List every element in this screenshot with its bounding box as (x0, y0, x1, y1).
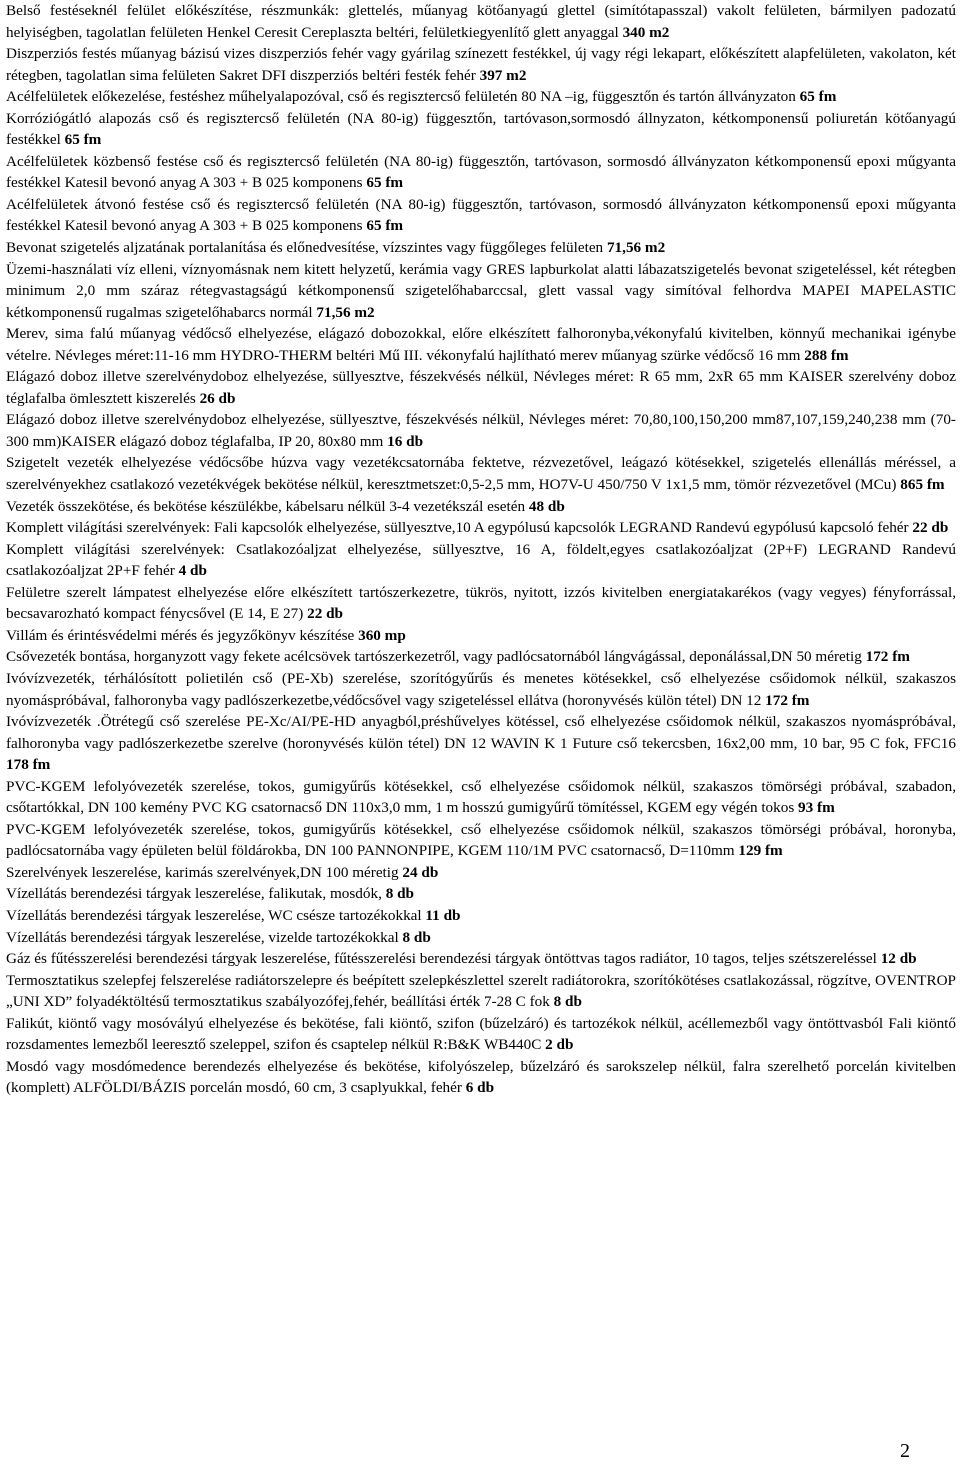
work-item-description: Felületre szerelt lámpatest elhelyezése előre elkészített tartószerkezetre, tükrös, nyitott, izzós kivitelben energiatakarékos (vagy vegyes) fényforrással, becsavarozható kompact fénycsővel (E 14, E 27) (6, 583, 956, 623)
work-item-description: Acélfelületek előkezelése, festéshez műhelyalapozóval, cső és regisztercső felületén 80 NA –ig, függesztőn és tartón állványzaton (6, 88, 796, 106)
work-item-quantity: 172 fm (865, 648, 910, 666)
work-item-description: Korróziógátló alapozás cső és regisztercső felületén (NA 80-ig) függesztőn, tartóvason,sormosdó állnyzaton, kétkomponensű poliuretán kötőanyagú festékkel (6, 109, 956, 149)
work-item (6, 517, 956, 539)
work-item (6, 582, 956, 625)
work-item-quantity: 93 fm (798, 799, 835, 817)
work-item-description: Elágazó doboz illetve szerelvénydoboz elhelyezése, süllyesztve, fészekvésés nélkül, Névleges méret: R 65 mm, 2xR 65 mm KAISER szerelvény doboz téglafalba ömlesztett kiszerelés (6, 368, 956, 407)
work-item-description: Villám és érintésvédelmi mérés és jegyzőkönyv készítése (6, 626, 355, 644)
work-item-description: Belső festéseknél felület előkészítése, részmunkák: glettelés, műanyag kötőanyagú glettel (simítótapasszal) vakolt felületen, bármilyen padozatú helyiségben, tagolatlan felületen Henkel Ceresit Cereplaszta beltéri, felületkiegyenlítő glett anyaggal (6, 2, 956, 41)
work-item-quantity: 172 fm (765, 691, 810, 709)
work-item-description: Termosztatikus szelepfej felszerelése radiátorszelepre és beépített szelepkészlettel szerelt radiátorokra, szorítókötéses csatlakozással, rögzítve, OVENTROP „UNI XD” folyadéktöltésű termosztatikus szabályozófej,fehér, beállítási érték 7-28 C fok (6, 971, 956, 1011)
work-item (6, 409, 956, 452)
work-item-quantity: 24 db (402, 863, 439, 881)
work-item (6, 1013, 956, 1056)
work-item-description: Üzemi-használati víz elleni, víznyomásnak nem kitett helyzetű, kerámia vagy GRES lapburkolat alatti lábazatszigetelés bevonat szigeteléssel, két rétegben minimum 2,0 mm száraz rétegvastagságú kétkomponensű szigetelőhabarccsal, glett vassal vagy simítóval felhordva MAPEI MAPELASTIC kétkomponensű rugalmas szigetelőhabarcs normál (6, 260, 956, 321)
work-item-quantity: 12 db (880, 950, 917, 968)
work-item (6, 0, 956, 43)
work-item (6, 539, 956, 582)
work-item-quantity: 65 fm (799, 88, 837, 106)
work-item-description: Vízellátás berendezési tárgyak leszerelése, vizelde tartozékokkal (6, 928, 399, 946)
work-item (6, 905, 956, 927)
work-item (6, 711, 956, 776)
work-item-quantity: 22 db (912, 519, 949, 537)
work-item (6, 625, 956, 647)
work-item (6, 237, 956, 259)
work-item-description: Ivóvízvezeték .Ötrétegű cső szerelése PE-Xc/AI/PE-HD anyagból,préshűvelyes kötéssel, cső elhelyezése csőidomok nélkül, szakaszos nyomáspróbával, falhoronyba vagy padlószerkezetbe szerelve (horonyvésés külön tétel) DN 12 WAVIN K 1 Future cső tekercsben, 16x2,00 mm, 10 bar, 95 C fok, FFC16 (6, 713, 956, 752)
work-item-quantity: 340 m2 (622, 23, 670, 41)
work-item-quantity: 6 db (465, 1079, 495, 1097)
work-item-description: Vízellátás berendezési tárgyak leszerelése, falikutak, mosdók, (6, 885, 382, 903)
work-item-description: Gáz és fűtésszerelési berendezési tárgyak leszerelése, fűtésszerelési berendezési tárgyak öntöttvas tagos radiátor, 10 tagos, teljes szétszereléssel (6, 950, 877, 968)
work-item-quantity: 71,56 m2 (316, 303, 375, 321)
work-item-quantity: 2 db (545, 1036, 574, 1054)
work-item (6, 452, 956, 495)
work-item-description: Csővezeték bontása, horganyzott vagy fekete acélcsövek tartószerkezetről, vagy padlócsatornából lángvágással, deponálással,DN 50 méretig (6, 648, 862, 666)
work-item-description: Ivóvízvezeték, térhálósított polietilén cső (PE-Xb) szerelése, szorítógyűrűs és menetes kötésekkel, cső elhelyezése csőidomok nélkül, szakaszos nyomáspróbával, falhoronyba vagy padlószerkezetbe,védőcsővel vagy szigeteléssel ellátva (horonyvésés külön tétel) DN 12 (6, 669, 956, 709)
work-item-description: Acélfelületek közbenső festése cső és regisztercső felületén (NA 80-ig) függesztőn, tartóvason, sormosdó állványzaton kétkomponensű epoxi műgyanta festékkel Katesil bevonó anyag A 303 + B 025 komponens (6, 152, 956, 192)
work-item (6, 862, 956, 884)
work-item (6, 151, 956, 194)
work-item-description: Komplett világítási szerelvények: Csatlakozóaljzat elhelyezése, süllyesztve, 16 A, földelt,egyes csatlakozóaljzat (2P+F) LEGRAND Randevú csatlakozóaljzat 2P+F fehér (6, 540, 956, 580)
work-item-quantity: 65 fm (64, 131, 102, 149)
work-item (6, 970, 956, 1013)
work-item-quantity: 865 fm (900, 476, 945, 494)
work-item-quantity: 360 mp (358, 626, 406, 644)
work-item-quantity: 8 db (553, 993, 582, 1011)
work-item-description: Bevonat szigetelés aljzatának portalanítása és előnedvesítése, vízszintes vagy függőleges felületen (6, 239, 604, 257)
work-item-quantity: 22 db (307, 605, 343, 623)
work-item-quantity: 288 fm (804, 346, 849, 364)
work-item (6, 646, 956, 668)
work-item-description: PVC-KGEM lefolyóvezeték szerelése, tokos, gumigyűrűs kötésekkel, cső elhelyezése csőidomok nélkül, szakaszos tömörségi próbával, szabadon, csőtartókkal, DN 100 kemény PVC KG csatornacső DN 110x3,0 mm, 1 m hosszú gumigyűrű tömítéssel, KGEM egy végén tokos (6, 777, 956, 817)
work-item-description: Vízellátás berendezési tárgyak leszerelése, WC csésze tartozékokkal (6, 906, 422, 924)
page-number: 2 (900, 1440, 910, 1462)
work-item (6, 366, 956, 409)
work-item-quantity: 16 db (387, 432, 424, 450)
work-item-description: Acélfelületek átvonó festése cső és regisztercső felületén (NA 80-ig) függesztőn, tartóvason, sormosdó állványzaton kétkomponensű epoxi műgyanta festékkel Katesil bevonó anyag A 303 + B 025 komponens (6, 195, 956, 235)
work-item (6, 1056, 956, 1099)
work-item-quantity: 178 fm (6, 756, 51, 774)
work-item (6, 948, 956, 970)
work-item (6, 259, 956, 324)
work-item (6, 776, 956, 819)
work-item-quantity: 26 db (199, 389, 236, 407)
work-item-description: Komplett világítási szerelvények: Fali kapcsolók elhelyezése, süllyesztve,10 A egypólusú kapcsolók LEGRAND Randevú egypólusú kapcsoló fehér (6, 519, 909, 537)
work-item (6, 323, 956, 366)
work-item-description: Vezeték összekötése, és bekötése készülékbe, kábelsaru nélkül 3-4 vezetékszál esetén (6, 497, 526, 515)
work-item-quantity: 397 m2 (479, 66, 527, 84)
work-item-description: Falikút, kiöntő vagy mosóvályú elhelyezése és bekötése, fali kiöntő, szifon (bűzelzáró) és tartozékok nélkül, acéllemezből vagy öntöttvasból Fali kiöntő rozsdamentes lemezből leeresztő szeleppel, szifon és csaptelep nélkül R:B&K WB440C (6, 1014, 956, 1054)
work-item-description: Diszperziós festés műanyag bázisú vizes diszperziós fehér vagy gyárilag színezett festékkel, új vagy régi lekapart, előkészített alapfelületen, vakolaton, két rétegben, tagolatlan sima felületen Sakret DFI diszperziós beltéri festék fehér (6, 45, 956, 84)
work-item-quantity: 129 fm (738, 842, 783, 860)
work-item-description: Elágazó doboz illetve szerelvénydoboz elhelyezése, süllyesztve, fészekvésés nélkül, Névleges méret: 70,80,100,150,200 mm87,107,159,240,238 mm (70-300 mm)KAISER elágazó doboz téglafalba, IP 20, 80x80 mm (6, 411, 956, 450)
work-item-quantity: 8 db (385, 885, 414, 903)
work-item (6, 86, 956, 108)
work-item-description: Szigetelt vezeték elhelyezése védőcsőbe húzva vagy vezetékcsatornába fektetve, rézvezetővel, leágazó kötésekkel, szigetelés ellenállás méréssel, a szerelvényekhez csatlakozó vezetékvégek bekötése nélkül, keresztmetszet:0,5-2,5 mm, HO7V-U 450/750 V 1x1,5 mm, tömör rézvezetővel (MCu) (6, 454, 956, 494)
work-item-description: Mosdó vagy mosdómedence berendezés elhelyezése és bekötése, kifolyószelep, bűzelzáró és sarokszelep nélkül, falra szerelhető porcelán kivitelben (komplett) ALFÖLDI/BÁZIS porcelán mosdó, 60 cm, 3 csaplyukkal, fehér (6, 1057, 956, 1097)
work-item-quantity: 71,56 m2 (606, 239, 666, 257)
work-item-description: PVC-KGEM lefolyóvezeték szerelése, tokos, gumigyűrűs kötésekkel, cső elhelyezése csőidomok nélkül, szakaszos tömörségi próbával, horonyba, padlócsatornába vagy épületen belül földárokba, DN 100 PANNONPIPE, KGEM 110/1M PVC csatornacső, D=110mm (6, 820, 956, 860)
work-item-quantity: 48 db (528, 497, 565, 515)
work-items-list (6, 0, 956, 1099)
work-item (6, 883, 956, 905)
work-item (6, 108, 956, 151)
work-item-quantity: 11 db (425, 906, 461, 924)
work-item (6, 927, 956, 949)
work-item-quantity: 4 db (178, 562, 207, 580)
work-item-quantity: 65 fm (366, 174, 404, 192)
work-item (6, 819, 956, 862)
work-item-quantity: 8 db (402, 928, 431, 946)
work-item-description: Merev, sima falú műanyag védőcső elhelyezése, elágazó dobozokkal, előre elkészített falhoronyba,vékonyfalú kivitelben, könnyű mechanikai igénybe vételre. Névleges méret:11-16 mm HYDRO-THERM beltéri Mű III. vékonyfalú hajlítható merev műanyag szürke védőcső 16 mm (6, 325, 956, 364)
work-item (6, 496, 956, 518)
work-item (6, 668, 956, 711)
work-item (6, 194, 956, 237)
work-item (6, 43, 956, 86)
work-item-quantity: 65 fm (366, 217, 404, 235)
work-item-description: Szerelvények leszerelése, karimás szerelvények,DN 100 méretig (6, 863, 399, 881)
